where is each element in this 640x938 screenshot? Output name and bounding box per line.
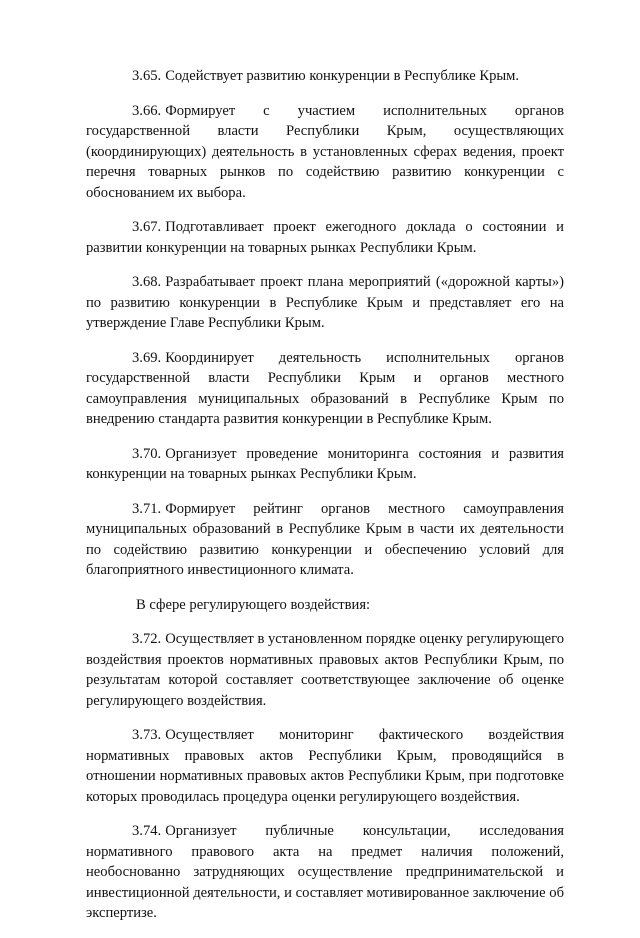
document-body xyxy=(86,66,564,938)
paragraph-3-66 xyxy=(86,101,564,204)
paragraph-number: 3.72. xyxy=(132,631,162,647)
paragraph-number: 3.66. xyxy=(132,102,162,119)
paragraph-number: 3.71. xyxy=(132,500,162,517)
paragraph-3-67 xyxy=(86,217,564,258)
paragraph-number: 3.73. xyxy=(132,727,162,743)
paragraph-text: Организует публичные консультации, исследования нормативного правового акта на предмет наличия положений, необоснованно затрудняющих осуществление предпринимательской и инвестиционной деятельности, и составляет мотивированное заключение об экспертизе. xyxy=(86,823,564,921)
paragraph-3-65 xyxy=(86,66,564,87)
paragraph-3-70 xyxy=(86,444,564,485)
paragraph-text: Осуществляет мониторинг фактического воздействия нормативных правовых актов Республики Крым, проводящийся в отношении нормативных правовых актов Республики Крым, при подготовке которых проводилась процедура оценки регулирующего воздействия. xyxy=(86,727,564,805)
paragraph-number: 3.74. xyxy=(132,823,162,839)
paragraph-3-71 xyxy=(86,499,564,581)
paragraph-text: Организует проведение мониторинга состояния и развития конкуренции на товарных рынках Республики Крым. xyxy=(86,445,564,482)
paragraph-number: 3.65. xyxy=(132,68,162,84)
paragraph-3-74 xyxy=(86,821,564,924)
section-heading: В сфере регулирующего воздействия: xyxy=(136,596,371,613)
paragraph-text: Формирует рейтинг органов местного самоуправления муниципальных образований в Республике Крым в части их деятельности по содействию развитию конкуренции и обеспечению условий для благоприятного инвестиционного климата. xyxy=(86,500,564,578)
paragraph-number: 3.70. xyxy=(132,445,162,462)
paragraph-3-73 xyxy=(86,725,564,807)
paragraph-number: 3.69. xyxy=(132,349,162,366)
paragraph-text: Содействует развитию конкуренции в Республике Крым. xyxy=(165,68,520,84)
paragraph-text: Формирует с участием исполнительных органов государственной власти Республики Крым, осуществляющих (координирующих) деятельность в установленных сферах ведения, проект перечня товарных рынков по содействию развитию конкуренции с обоснованием их выбора. xyxy=(86,102,564,201)
paragraph-3-68 xyxy=(86,272,564,334)
paragraph-text: Подготавливает проект ежегодного доклада о состоянии и развитии конкуренции на товарных рынках Республики Крым. xyxy=(86,219,564,256)
paragraph-3-72 xyxy=(86,629,564,711)
paragraph-text: Разрабатывает проект плана мероприятий («дорожной карты») по развитию конкуренции в Республике Крым и представляет его на утверждение Главе Республики Крым. xyxy=(86,274,564,331)
paragraph-text: Координирует деятельность исполнительных органов государственной власти Республики Крым и органов местного самоуправления муниципальных образований в Республике Крым по внедрению стандарта развития конкуренции в Республике Крым. xyxy=(86,349,564,427)
paragraph-number: 3.68. xyxy=(132,274,162,290)
paragraph-number: 3.67. xyxy=(132,219,162,235)
paragraph-3-69 xyxy=(86,348,564,430)
paragraph-text: Осуществляет в установленном порядке оценку регулирующего воздействия проектов нормативных правовых актов Республики Крым, по результатам которой составляет соответствующее заключение об оценке регулирующего воздействия. xyxy=(86,631,564,709)
